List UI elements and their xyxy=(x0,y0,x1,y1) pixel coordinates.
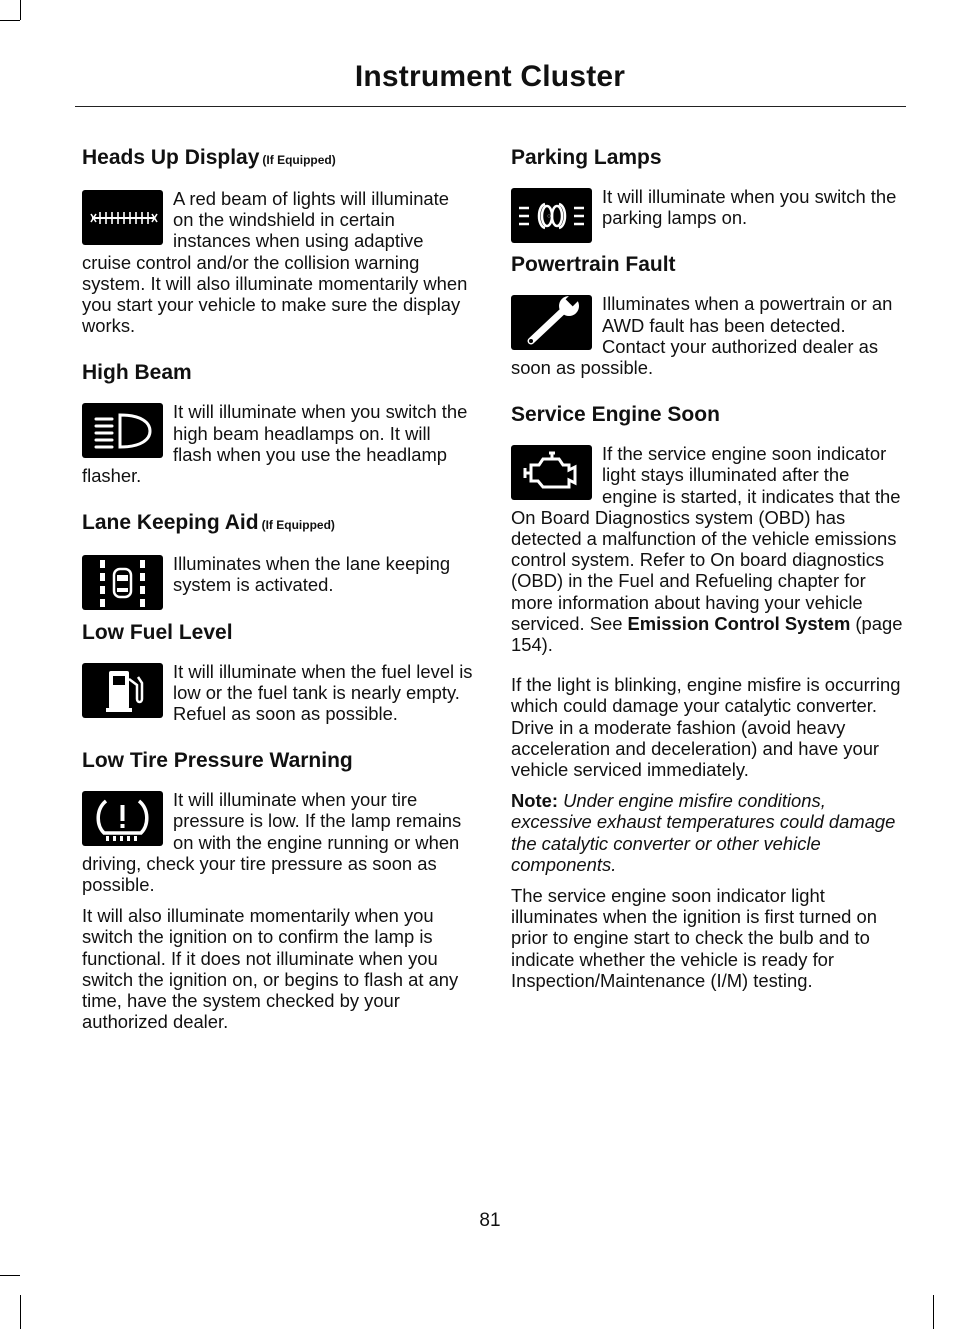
page-number: 81 xyxy=(479,1210,501,1231)
page-title: Instrument Cluster xyxy=(354,60,626,93)
right-column xyxy=(511,144,903,1014)
body-text: If the service engine soon indicator light stays illuminated after the engine is started, it indicates that the On Board Diagnostics system (OBD) has detected a malfunction of the vehicle emissions control system. Refer to On board diagnostics (OBD) in the Fuel and Refueling chapter for more information about having your vehicle serviced. See xyxy=(511,443,901,634)
section-high-beam xyxy=(82,359,474,486)
section-low-fuel-level xyxy=(82,619,474,725)
section-title: Parking Lamps xyxy=(511,146,662,169)
crop-mark xyxy=(0,1275,20,1276)
tire-pressure-icon xyxy=(82,791,163,846)
section-body: It will illuminate when the fuel level is low or the fuel tank is nearly empty. Refuel as soon as possible. xyxy=(173,660,473,725)
lane-keeping-icon xyxy=(82,555,163,610)
section-title: Low Tire Pressure Warning xyxy=(82,749,353,773)
section-body: It will illuminate when you switch the parking lamps on. xyxy=(602,186,897,229)
section-body: It will illuminate when you switch the high beam headlamps on. It will flash when you use the headlamp flasher. xyxy=(82,401,468,487)
section-body: Illuminates when a powertrain or an AWD fault has been detected. Contact your authorized dealer as soon as possible. xyxy=(511,293,893,379)
section-lane-keeping-aid xyxy=(82,509,474,595)
if-equipped-label: (If Equipped) xyxy=(262,153,336,167)
section-body: Illuminates when the lane keeping system is activated. xyxy=(173,553,451,596)
section-title: Low Fuel Level xyxy=(82,620,233,644)
section-title: Service Engine Soon xyxy=(511,403,720,427)
section-service-engine-soon xyxy=(511,401,903,991)
section-low-tire-pressure xyxy=(82,747,474,1032)
high-beam-icon xyxy=(82,403,163,458)
section-body: It will illuminate when your tire pressure is low. If the lamp remains on with the engine running or when driving, check your tire pressure as soon as possible. xyxy=(82,789,462,896)
wrench-icon xyxy=(511,295,592,350)
fuel-pump-icon xyxy=(82,663,163,718)
crop-mark xyxy=(20,0,21,20)
section-heads-up-display xyxy=(82,144,474,336)
section-title: High Beam xyxy=(82,361,192,385)
section-heading xyxy=(82,509,474,539)
section-parking-lamps xyxy=(511,144,903,228)
cross-reference-link[interactable]: Emission Control System xyxy=(627,612,851,634)
left-column xyxy=(82,144,474,1055)
section-body-2: It will also illuminate momentarily when you switch the ignition on to confirm the lamp is functional. If it does not illuminate when you switch the ignition on, or begins to flash at any time, have the system checked by your authorized dealer. xyxy=(82,905,459,1033)
note-text: Under engine misfire conditions, excessive exhaust temperatures could damage the catalytic converter or other vehicle components. xyxy=(511,790,896,875)
note xyxy=(511,790,903,875)
section-title: Powertrain Fault xyxy=(511,253,676,277)
section-body: A red beam of lights will illuminate on the windshield in certain instances when using adaptive cruise control and/or the collision warning system. It will also illuminate momentarily when you start your vehicle to make sure the display works. xyxy=(82,188,468,337)
heads-up-display-icon xyxy=(82,190,163,245)
section-powertrain-fault xyxy=(511,251,903,378)
section-body-2: If the light is blinking, engine misfire is occurring which could damage your catalytic converter. Drive in a moderate fashion (avoid heavy acceleration and deceleration) and have your vehicle serviced immediately. xyxy=(511,674,901,781)
section-title: Lane Keeping Aid xyxy=(82,511,259,535)
page-reference: (page 154). xyxy=(511,612,903,656)
section-title: Heads Up Display xyxy=(82,146,260,169)
section-body-3: The service engine soon indicator light illuminates when the ignition is first turned on prior to engine start to check the bulb and to indicate whether the vehicle is ready for Inspection/Maintenance (I/M) testing. xyxy=(511,885,877,991)
engine-icon xyxy=(511,445,592,500)
crop-mark xyxy=(933,1295,934,1329)
if-equipped-label: (If Equipped) xyxy=(261,518,335,533)
section-heading xyxy=(82,144,474,174)
crop-mark xyxy=(0,20,20,21)
note-label: Note: xyxy=(511,790,558,812)
title-divider xyxy=(75,106,906,107)
parking-lamps-icon xyxy=(511,188,592,243)
crop-mark xyxy=(20,1295,21,1329)
